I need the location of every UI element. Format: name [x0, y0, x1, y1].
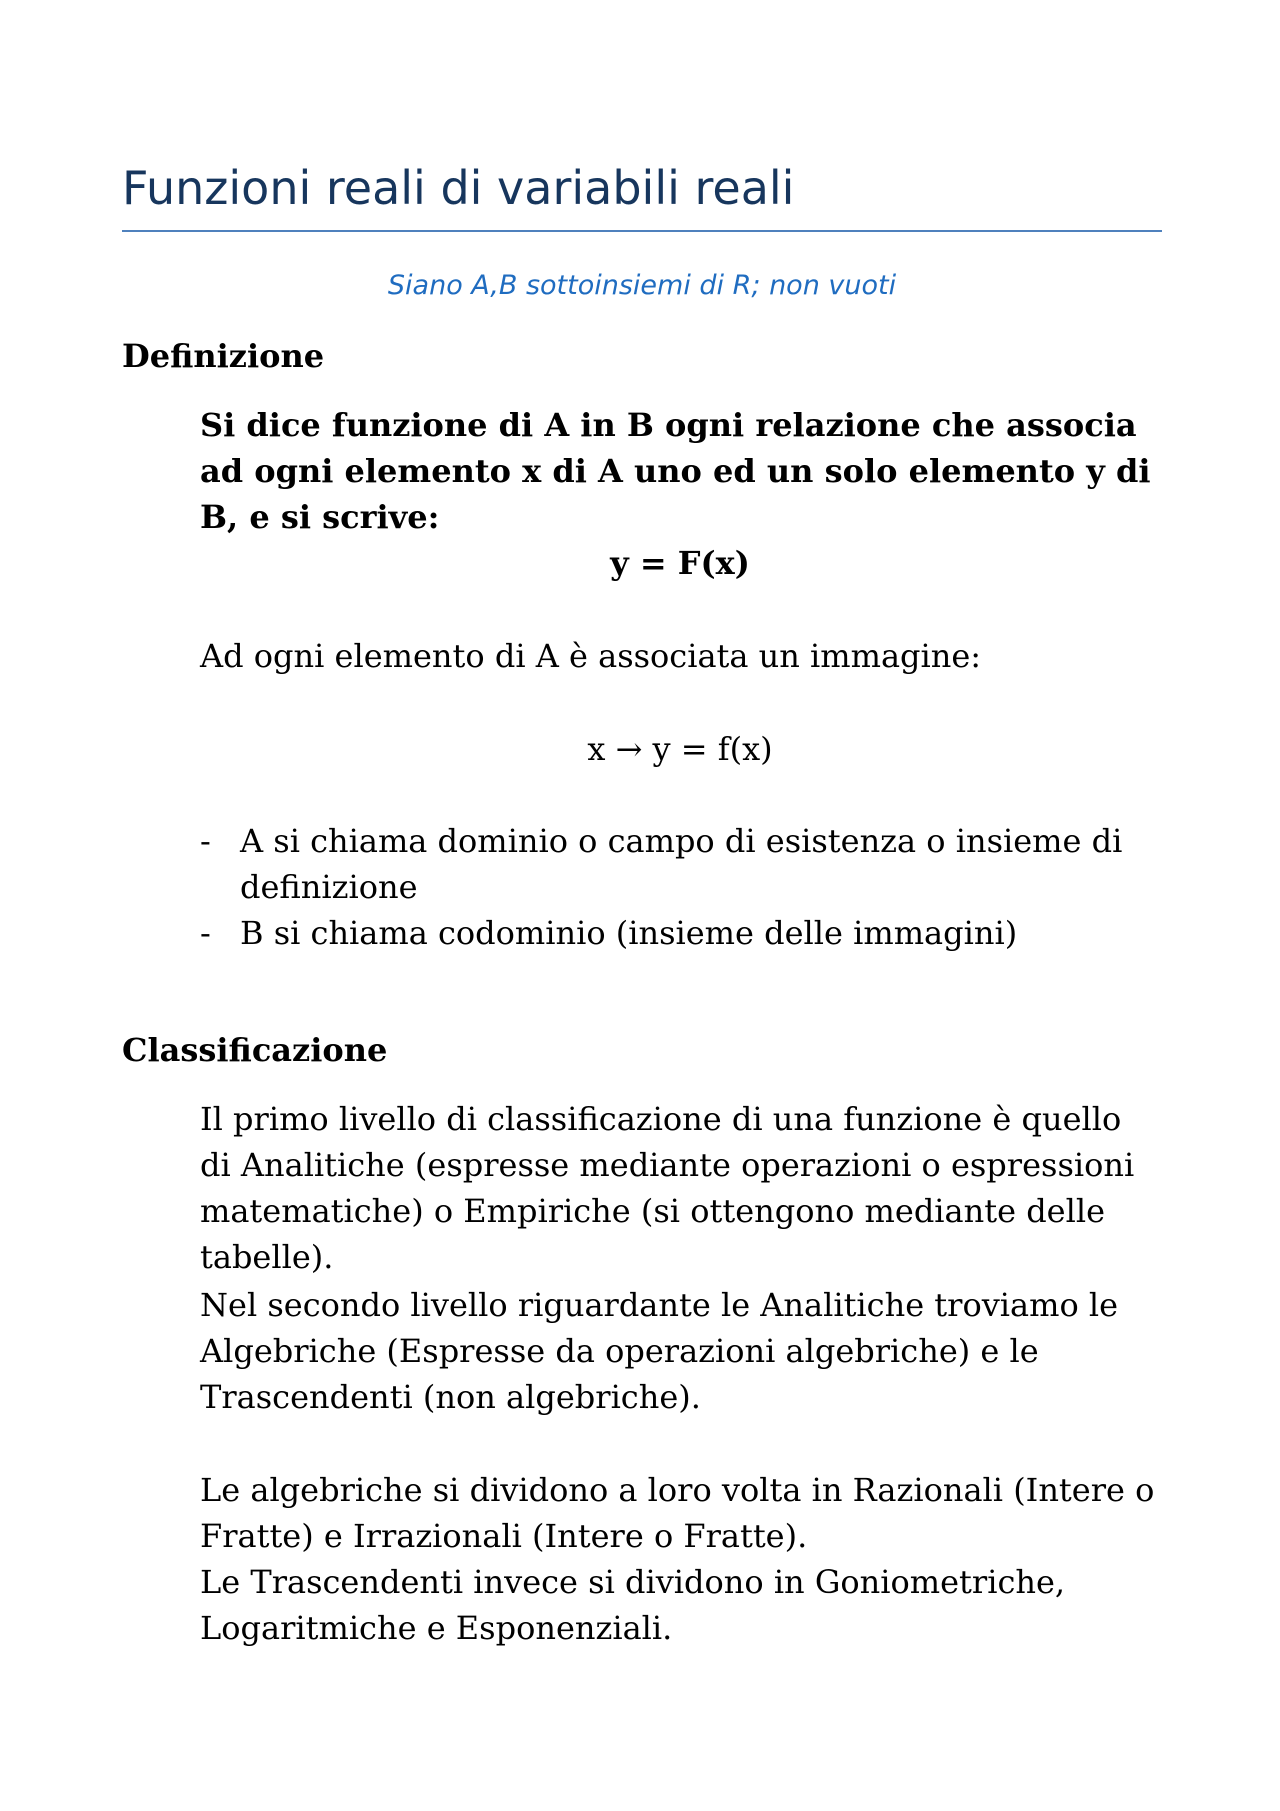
definition-formula: y = F(x): [610, 544, 750, 582]
definizione-heading: Definizione: [122, 337, 325, 375]
definition-bullets: [200, 818, 1160, 956]
definition-statement: Si dice funzione di A in B ogni relazione che associa ad ogni elemento x di A uno ed un solo elemento y di B, e si scrive:: [200, 406, 1151, 536]
bullet-marker: -: [200, 822, 211, 860]
association-text: Ad ogni elemento di A è associata un immagine:: [200, 637, 982, 675]
classification-paragraph: Le Trascendenti invece si dividono in Goniometriche, Logaritmiche e Esponenziali.: [200, 1563, 1066, 1647]
classification-paragraph: Le algebriche si dividono a loro volta in Razionali (Intere o Fratte) e Irrazionali (Intere o Fratte).: [200, 1471, 1155, 1555]
classification-paragraph: Nel secondo livello riguardante le Analitiche troviamo le Algebriche (Espresse da operazioni algebriche) e le Trascendenti (non algebriche).: [200, 1286, 1119, 1416]
title-underline: [122, 230, 1162, 232]
list-item: [200, 910, 1160, 956]
bullet-text: A si chiama dominio o campo di esistenza o insieme di definizione: [240, 822, 1123, 906]
classification-paragraph: Il primo livello di classificazione di una funzione è quello di Analitiche (espresse mediante operazioni o espressioni matematiche) o Empiriche (si ottengono mediante delle tabelle).: [200, 1100, 1135, 1276]
classificazione-heading: Classificazione: [122, 1031, 388, 1069]
page-title: Funzioni reali di variabili reali: [122, 161, 795, 215]
bullet-text: B si chiama codominio (insieme delle immagini): [240, 914, 1018, 952]
mapping-formula: x → y = f(x): [587, 730, 773, 768]
subtitle: Siano A,B sottoinsiemi di R; non vuoti: [387, 270, 897, 301]
bullet-marker: -: [200, 914, 211, 952]
list-item: [200, 818, 1160, 910]
classification-paragraph-group: [200, 1467, 1160, 1651]
